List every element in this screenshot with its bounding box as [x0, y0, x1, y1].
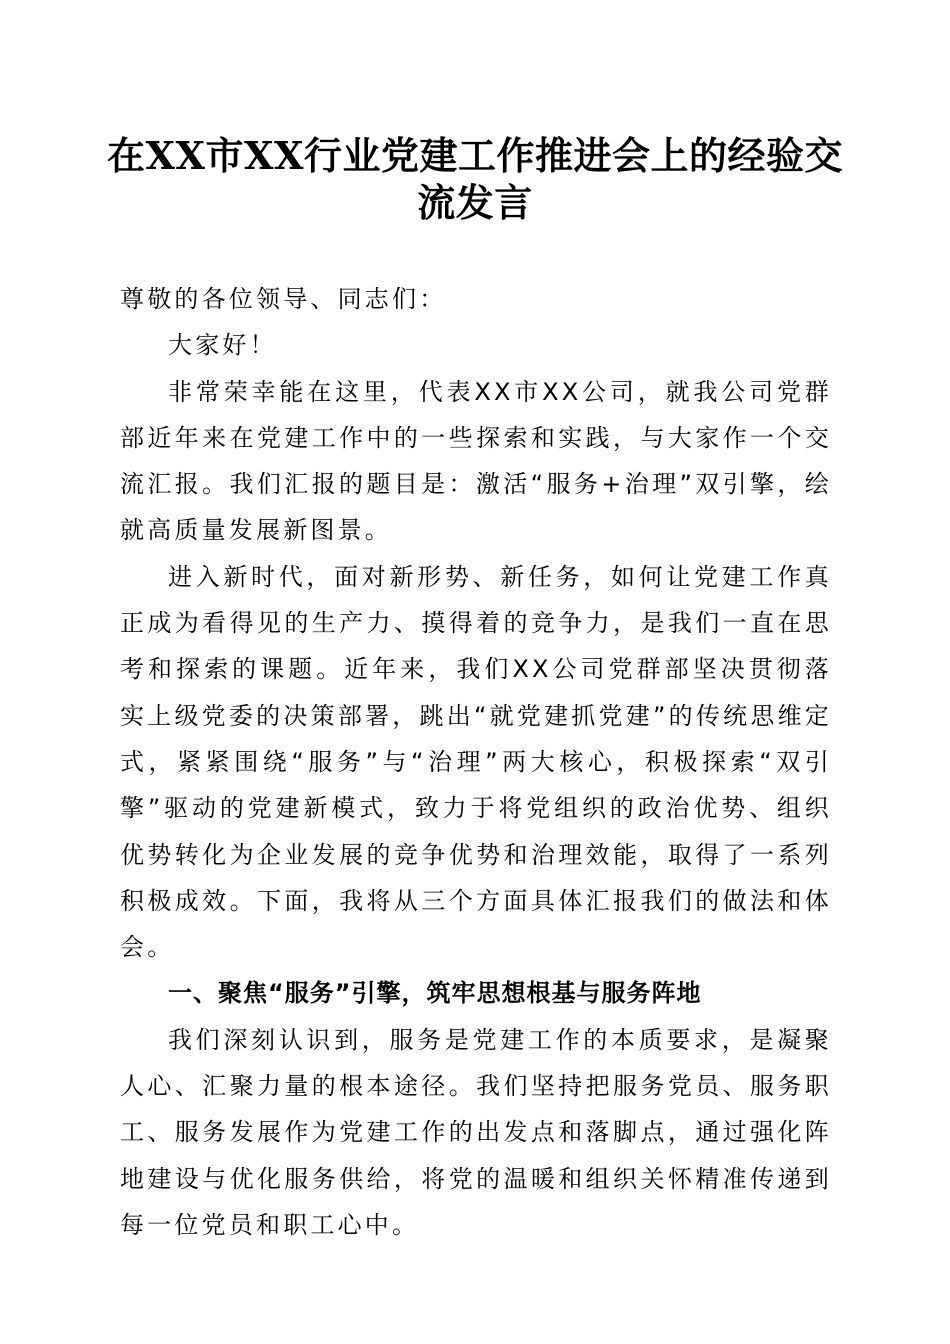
document-body — [120, 276, 832, 1248]
document-title: 在XX市XX行业党建工作推进会上的经验交流发言 — [107, 133, 843, 225]
greeting: 大家好！ — [168, 331, 277, 360]
salutation: 尊敬的各位领导、同志们： — [120, 285, 447, 313]
paragraph-background: 进入新时代，面对新形势、新任务，如何让党建工作真正成为看得见的生产力、摸得着的竞争力，是我们一直在思考和探索的课题。近年来，我们XX公司党群部坚决贯彻落实上级党委的决策部署，跳出“就党建抓党建”的传统思维定式，紧紧围绕“服务”与“治理”两大核心，积极探索“双引擎”驱动的党建新模式，致力于将党组织的政治优势、组织优势转化为企业发展的竞争优势和治理效能，取得了一系列积极成效。下面，我将从三个方面具体汇报我们的做法和体会。 — [120, 562, 832, 962]
paragraph-intro: 非常荣幸能在这里，代表XX市XX公司，就我公司党群部近年来在党建工作中的一些探索和实践，与大家作一个交流汇报。我们汇报的题目是：激活“服务+治理”双引擎，绘就高质量发展新图景。 — [120, 377, 832, 545]
section-paragraph: 我们深刻认识到，服务是党建工作的本质要求，是凝聚人心、汇聚力量的根本途径。我们坚持把服务党员、服务职工、服务发展作为党建工作的出发点和落脚点，通过强化阵地建设与优化服务供给，将党的温暖和组织关怀精准传递到每一位党员和职工心中。 — [120, 1025, 832, 1239]
section-heading: 一、聚焦“服务”引擎，筑牢思想根基与服务阵地 — [168, 979, 702, 1008]
